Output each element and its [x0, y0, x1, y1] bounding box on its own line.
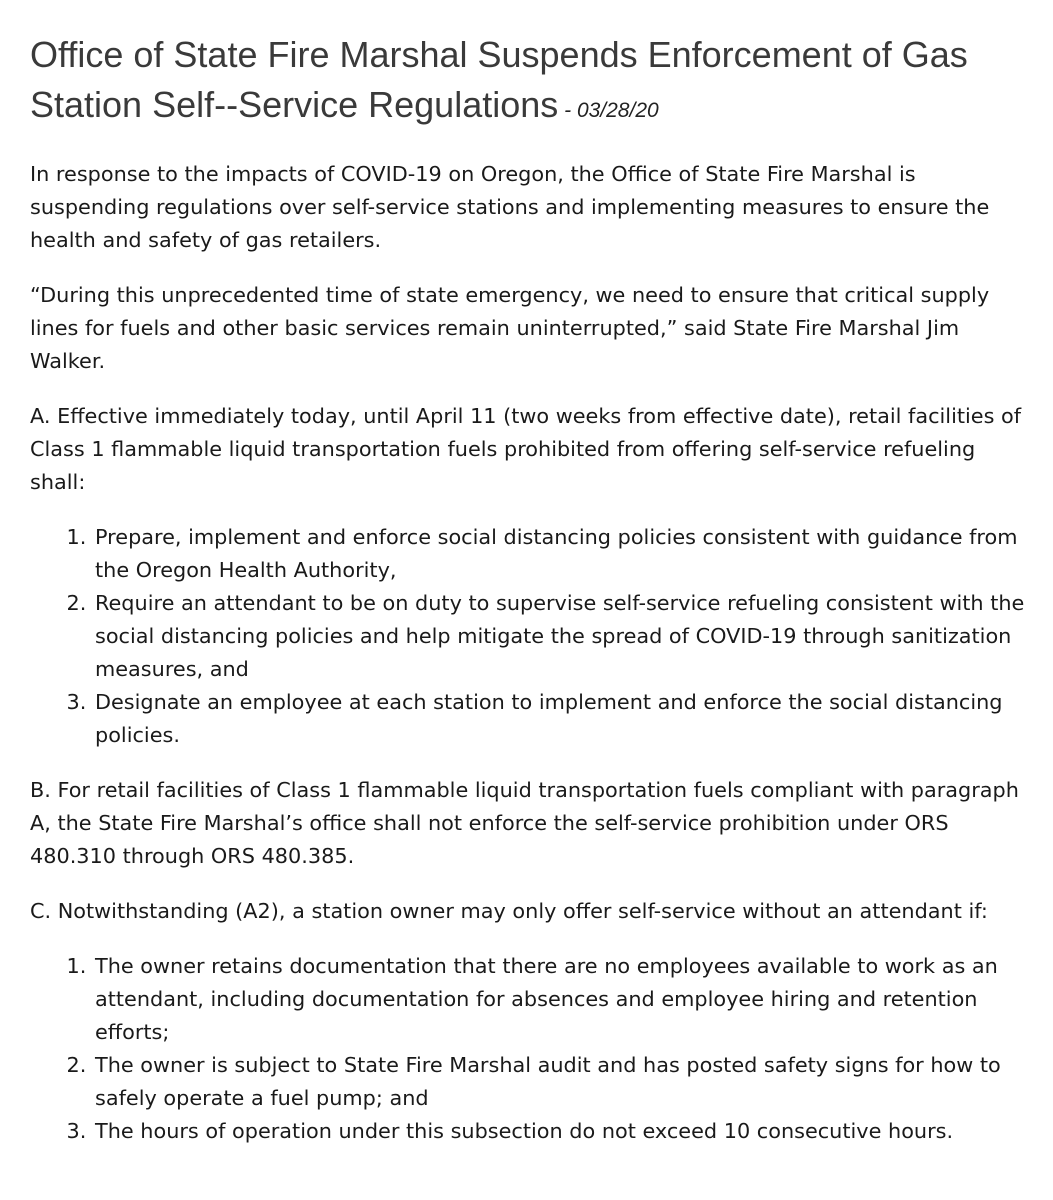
publish-date: 03/28/20 — [576, 99, 659, 122]
list-a — [30, 521, 1030, 752]
intro-paragraph: In response to the impacts of COVID-19 on Oregon, the Office of State Fire Marshal is suspending regulations over self-service stations and implementing measures to ensure the health and safety of gas retailers. — [30, 162, 990, 252]
page-title — [30, 30, 1030, 136]
quote-paragraph: “During this unprecedented time of state emergency, we need to ensure that critical supply lines for fuels and other basic services remain uninterrupted,” said State Fire Marshal Jim Walker. — [30, 283, 990, 373]
date-separator: - — [558, 99, 577, 122]
paragraph-c: C. Notwithstanding (A2), a station owner may only offer self-service without an attendant if: — [30, 899, 988, 923]
title-text: Office of State Fire Marshal Suspends Enforcement of Gas Station Self--Service Regulations — [30, 34, 968, 125]
article — [30, 30, 1030, 1148]
list-item: 3. Designate an employee at each station to implement and enforce the social distancing policies. — [93, 686, 1030, 752]
list-item: 1. Prepare, implement and enforce social distancing policies consistent with guidance from the Oregon Health Authority, — [93, 521, 1030, 587]
list-item: 2. Require an attendant to be on duty to supervise self-service refueling consistent with the social distancing policies and help mitigate the spread of COVID-19 through sanitization measures, and — [93, 587, 1030, 686]
paragraph-b: B. For retail facilities of Class 1 flammable liquid transportation fuels compliant with paragraph A, the State Fire Marshal’s office shall not enforce the self-service prohibition under ORS 480.310 through ORS 480.385. — [30, 778, 1019, 868]
paragraph-a: A. Effective immediately today, until April 11 (two weeks from effective date), retail facilities of Class 1 flammable liquid transportation fuels prohibited from offering self-service refueling shall: — [30, 404, 1022, 494]
list-c — [30, 950, 1030, 1148]
list-item: 1. The owner retains documentation that there are no employees available to work as an attendant, including documentation for absences and employee hiring and retention efforts; — [93, 950, 1030, 1049]
list-item: 2. The owner is subject to State Fire Marshal audit and has posted safety signs for how to safely operate a fuel pump; and — [93, 1049, 1030, 1115]
list-item: 3. The hours of operation under this subsection do not exceed 10 consecutive hours. — [93, 1115, 1030, 1148]
